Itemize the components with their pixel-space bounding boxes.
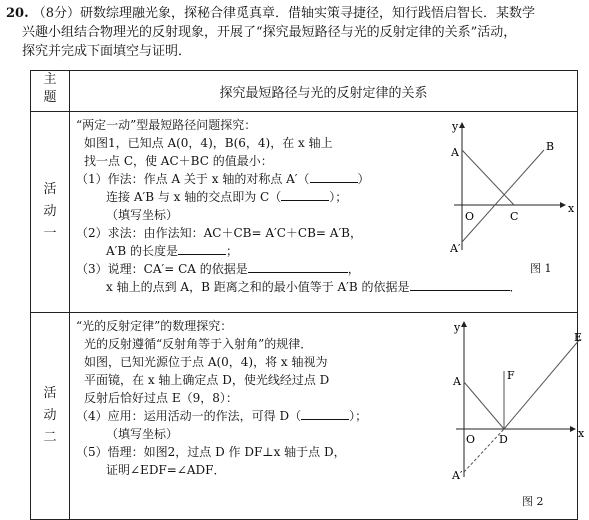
fig1-label-B: B [546,140,555,153]
fig1-label-C: C [510,210,519,223]
activity-two-content [70,313,585,520]
fig1-y-arrow [459,122,465,128]
a2-line-0: “光的反射定律”的数理探究： [76,319,233,333]
fig1-x-arrow [560,202,566,208]
a2-q4-text: （4）应用：运用活动一的作法，可得 D（ [76,409,302,423]
question-number: 20. [6,6,29,21]
activity-one-content [70,112,578,313]
a1-q2-end: ； [226,244,239,258]
fig2-segment-DE [504,339,580,429]
fig2-label-D: D [499,433,508,446]
figure-1-diagram [450,120,580,260]
activity-table [30,70,585,520]
a2-line-2: 如图，已知光源位于点 A(0，4)，将 x 轴视为 [84,355,328,369]
question-line-3: 探究并完成下面填空与证明． [22,44,192,59]
fig2-label-A: A [453,375,461,388]
a1-q1b-text: 连接 A′B 与 x 轴的交点即为 C（ [106,190,282,204]
activity-one-label-2: 动 [43,204,57,219]
fig1-label-A: A [451,146,459,159]
activity-two-row [31,313,578,520]
a1-q1-text: （1）作法：作点 A 关于 x 轴的对称点 A′（ [76,172,310,186]
fig2-label-y: y [454,321,461,334]
fig2-label-A-prime: A′ [452,469,463,482]
a2-line-3: 平面镜，在 x 轴上确定点 D，使光线经过点 D [84,373,330,387]
header-topic-1: 主 [43,72,57,87]
fig2-label-F: F [507,369,515,382]
a1-q1b-end: ）； [329,190,348,204]
header-topic-2: 题 [43,90,57,105]
activity-two-text [76,317,456,479]
answer-blank-d[interactable] [301,407,349,420]
a2-line-4: 反射后恰好过点 E（9，8）： [84,391,238,405]
fig2-y-arrow [461,321,467,327]
a2-q4-end: ）； [349,409,368,423]
a1-line-2: 找一点 C，使 AC＋BC 的值最小： [84,154,273,168]
fig1-label-O: O [465,210,475,223]
activity-one-label [31,112,70,313]
figure-2 [452,317,589,508]
a1-line-1: 如图1，已知点 A(0，4)，B(6，4)，在 x 轴上 [84,136,333,150]
a2-line-5 [76,407,456,425]
fig2-segment-AD [464,382,504,429]
a1-q2-text: A′B 的长度是 [106,244,179,258]
table-header-row [31,71,578,112]
fig1-label-A-prime: A′ [450,242,461,255]
figure-2-caption: 图 2 [522,495,544,508]
fig1-segment-A-prime-B [462,150,544,242]
a1-q3b-text: x 轴上的点到 A，B 距离之和的最小值等于 A′B 的依据是 [106,280,410,294]
header-topic-cell [31,71,70,112]
activity-one-label-3: 一 [43,226,57,241]
a1-line-9 [76,278,576,296]
figure-2-diagram [452,317,589,487]
a1-q3b-end: ． [509,280,522,294]
fig1-segment-AC [462,150,514,205]
a2-line-7: （5）悟理：如图2，过点 D 作 DF⊥x 轴于点 D， [76,445,346,459]
answer-blank-c[interactable] [281,188,329,201]
answer-blank-length[interactable] [178,242,226,255]
answer-blank-basis-1[interactable] [248,260,348,273]
fig1-label-x: x [568,202,575,215]
a1-q1-end: ） [357,172,370,186]
a1-line-0: “两定一动”型最短路径问题探究： [76,118,257,132]
activity-one-row [31,112,578,313]
figure-1-caption: 图 1 [530,262,552,275]
a1-line-5: （填写坐标） [106,208,179,222]
header-title: 探究最短路径与光的反射定律的关系 [70,71,578,112]
question-line-1 [6,4,581,23]
activity-two-label-2: 动 [43,408,57,423]
activity-one-label-1: 活 [43,182,57,197]
fig1-label-y: y [452,120,459,133]
question-line-2: 兴趣小组结合物理光的反射现象，开展了“探究最短路径与光的反射定律的关系”活动， [22,25,517,40]
a2-line-8: 证明∠EDF=∠ADF． [106,463,226,477]
question-stem [6,4,581,61]
a1-q3-mid: ， [347,262,360,276]
question-text-1: （8分）研数综理融光象，探秘合律觅真章．借轴实策寻捷径，知行践悟启智长．某数学 [32,6,536,21]
figure-1 [450,120,580,275]
a2-line-6: （填写坐标） [106,427,179,441]
fig2-label-O: O [466,433,476,446]
activity-two-label [31,313,70,520]
answer-blank-a-prime[interactable] [310,170,358,183]
activity-two-label-1: 活 [43,386,57,401]
fig2-x-arrow [570,426,576,432]
a2-line-1: 光的反射遵循“反射角等于入射角”的规律． [84,337,313,351]
fig2-label-x: x [578,427,585,440]
fig2-label-E: E [574,331,583,344]
a1-line-6: （2）求法：由作法知：AC＋CB= A′C＋CB= A′B， [76,226,363,240]
a1-q3-text: （3）说理：CA′= CA 的依据是 [76,262,248,276]
activity-two-label-3: 二 [43,430,57,445]
answer-blank-basis-2[interactable] [410,278,510,291]
